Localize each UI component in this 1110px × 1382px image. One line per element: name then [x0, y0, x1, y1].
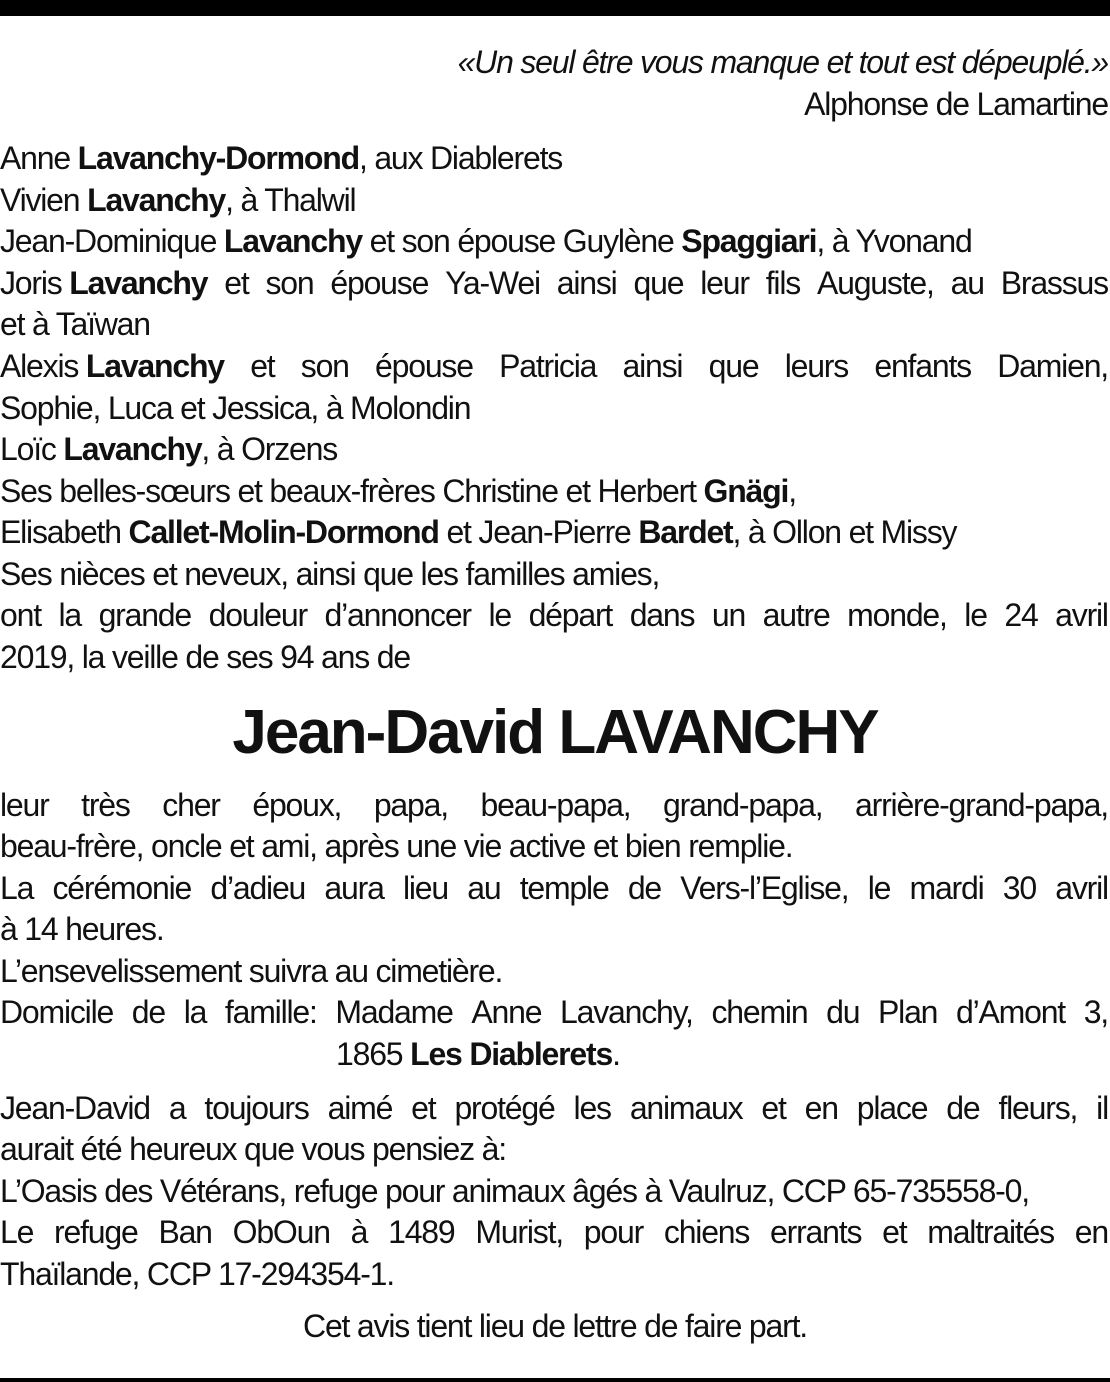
word: lieu — [402, 870, 448, 906]
word: monde, — [847, 597, 947, 633]
word: 30 — [1002, 870, 1036, 906]
word: refuge — [54, 1214, 138, 1250]
word: du — [826, 994, 860, 1030]
notice-footer: Cet avis tient lieu de lettre de faire part. — [303, 1308, 807, 1344]
word: beau-papa, — [480, 787, 631, 823]
quote-author: Alphonse de Lamartine — [804, 86, 1108, 122]
word: Ya-Wei — [445, 265, 540, 301]
location: , à Thalwil — [225, 182, 356, 218]
relation-text: et Jean-Pierre — [446, 514, 631, 550]
word: au — [950, 265, 984, 301]
postal-code: 1865 — [336, 1036, 403, 1072]
word: fils — [765, 265, 801, 301]
word: et — [761, 1090, 786, 1126]
word: douleur — [208, 597, 307, 633]
word: à — [350, 1214, 368, 1250]
word: grande — [98, 597, 192, 633]
first-name: Loïc — [0, 431, 56, 467]
first-name: Alexis — [0, 348, 79, 384]
word: Auguste, — [816, 265, 934, 301]
word: aimé — [327, 1090, 393, 1126]
word: en — [804, 1090, 838, 1126]
bottom-rule — [0, 1378, 1110, 1382]
surname: Spaggiari — [681, 223, 817, 259]
word: les — [573, 1090, 611, 1126]
word: toujours — [204, 1090, 309, 1126]
word: avril — [1055, 597, 1108, 633]
family-line-continuation: Sophie, Luca et Jessica, à Molondin — [0, 390, 471, 426]
spouse-text: et son épouse Guylène — [369, 223, 674, 259]
word: d’adieu — [210, 870, 306, 906]
word: 24 — [1004, 597, 1038, 633]
word: animaux — [629, 1090, 743, 1126]
word: très — [81, 787, 130, 823]
location: , à Yvonand — [816, 223, 972, 259]
ceremony-line — [0, 868, 1108, 910]
word: il — [1096, 1090, 1108, 1126]
word: Jean-David — [0, 1090, 150, 1126]
word: d’annoncer — [324, 597, 471, 633]
word: avril — [1055, 870, 1108, 906]
word: La — [0, 870, 34, 906]
donation-line — [0, 1088, 1108, 1130]
family-line — [0, 180, 355, 222]
surname: Lavanchy — [87, 182, 226, 218]
word: au — [467, 870, 501, 906]
word: Domicile — [0, 994, 114, 1030]
word: la — [183, 994, 207, 1030]
word: et — [250, 348, 275, 384]
word: Vers-l’Eglise, — [680, 870, 849, 906]
announcement-line — [0, 595, 1108, 637]
word: un — [711, 597, 746, 633]
word: et — [882, 1214, 907, 1250]
quote-text: «Un seul être vous manque et tout est dépeuplé.» — [457, 44, 1108, 80]
word: de — [131, 994, 165, 1030]
announcement-continuation: 2019, la veille de ses 94 ans de — [0, 639, 410, 675]
name-group — [0, 346, 224, 388]
domicile-line — [0, 992, 1108, 1034]
word: Damien, — [997, 348, 1108, 384]
word: mardi — [909, 870, 984, 906]
word: épouse — [375, 348, 473, 384]
word: de — [627, 870, 662, 906]
word: époux, — [252, 787, 342, 823]
family-line — [0, 471, 796, 513]
word: famille: — [224, 994, 317, 1030]
word: maltraités — [927, 1214, 1054, 1250]
word: Brassus — [1000, 265, 1108, 301]
ceremony-continuation: à 14 heures. — [0, 911, 164, 947]
word: 1489 — [388, 1214, 455, 1250]
donation-continuation: aurait été heureux que vous pensiez à: — [0, 1131, 506, 1167]
family-line — [0, 138, 562, 180]
word: temple — [519, 870, 609, 906]
donation-refuge-2 — [0, 1212, 1108, 1254]
first-name: Vivien — [0, 182, 80, 218]
family-line — [0, 221, 972, 263]
family-line — [0, 346, 1108, 388]
word: cérémonie — [52, 870, 192, 906]
word: en — [1074, 1214, 1108, 1250]
word: que — [633, 265, 684, 301]
top-rule — [0, 0, 1110, 16]
word: Anne — [471, 994, 542, 1030]
surname: Lavanchy-Dormond — [77, 140, 359, 176]
location: , à Ollon et Missy — [732, 514, 957, 550]
word: ObOun — [232, 1214, 330, 1250]
word: que — [708, 348, 759, 384]
word: place — [856, 1090, 928, 1126]
surname: Lavanchy — [223, 223, 362, 259]
burial-line: L’ensevelissement suivra au cimetière. — [0, 953, 503, 989]
family-line — [0, 263, 1108, 305]
word: chemin — [711, 994, 808, 1030]
locality: Les Diablerets — [410, 1036, 613, 1072]
word: son — [265, 265, 314, 301]
word: le — [867, 870, 891, 906]
donation-refuge-2-continuation: Thaïlande, CCP 17-294354-1. — [0, 1256, 394, 1292]
word: 3, — [1083, 994, 1108, 1030]
word: chiens — [663, 1214, 750, 1250]
first-name: Anne — [0, 140, 70, 176]
word: épouse — [330, 265, 429, 301]
domicile-address — [336, 1034, 620, 1076]
first-name: Joris — [0, 265, 62, 301]
word: grand-papa, — [663, 787, 823, 823]
relation-text: Ses belles-sœurs et beaux-frères Christine et Herbert — [0, 473, 696, 509]
family-line: Ses nièces et neveux, ainsi que les familles amies, — [0, 556, 660, 592]
deceased-name: Jean-David LAVANCHY — [232, 698, 878, 767]
surname: Lavanchy — [85, 348, 224, 384]
word: cher — [162, 787, 220, 823]
word: d’Amont — [955, 994, 1065, 1030]
word: Plan — [878, 994, 938, 1030]
word: leur — [0, 787, 49, 823]
surname: Lavanchy — [69, 265, 208, 301]
word: la — [58, 597, 81, 633]
word: le — [488, 597, 511, 633]
word: le — [964, 597, 987, 633]
surname: Gnägi — [703, 473, 789, 509]
first-name: Elisabeth — [0, 514, 121, 550]
word: leurs — [784, 348, 849, 384]
family-line-continuation: et à Taïwan — [0, 306, 150, 342]
word: errants — [770, 1214, 862, 1250]
word: fleurs, — [998, 1090, 1078, 1126]
word: et — [224, 265, 249, 301]
word: leur — [700, 265, 749, 301]
body-line — [0, 785, 1108, 827]
surname: Callet-Molin-Dormond — [128, 514, 439, 550]
punctuation: . — [612, 1036, 620, 1072]
donation-refuge-1: L’Oasis des Vétérans, refuge pour animaux âgés à Vaulruz, CCP 65-735558-0, — [0, 1173, 1029, 1209]
word: Madame — [335, 994, 453, 1030]
location: , aux Diablerets — [358, 140, 563, 176]
family-line — [0, 512, 956, 554]
word: Patricia — [499, 348, 597, 384]
word: pour — [583, 1214, 644, 1250]
word: départ — [528, 597, 613, 633]
word: et — [411, 1090, 436, 1126]
word: Ban — [158, 1214, 212, 1250]
word: Lavanchy, — [560, 994, 693, 1030]
word: papa, — [373, 787, 448, 823]
family-line — [0, 429, 337, 471]
body-line-continuation: beau-frère, oncle et ami, après une vie active et bien remplie. — [0, 828, 793, 864]
surname: Lavanchy — [63, 431, 202, 467]
word: ainsi — [556, 265, 617, 301]
first-name: Jean-Dominique — [0, 223, 217, 259]
name-group — [0, 263, 207, 305]
word: a — [168, 1090, 186, 1126]
word: Murist, — [475, 1214, 563, 1250]
surname: Bardet — [638, 514, 733, 550]
word: de — [946, 1090, 980, 1126]
word: Le — [0, 1214, 34, 1250]
word: enfants — [874, 348, 971, 384]
word: ont — [0, 597, 41, 633]
word: protégé — [454, 1090, 555, 1126]
word: arrière-grand-papa, — [855, 787, 1108, 823]
word: ainsi — [622, 348, 683, 384]
word: dans — [629, 597, 695, 633]
word: autre — [762, 597, 830, 633]
word: son — [300, 348, 349, 384]
punctuation: , — [788, 473, 796, 509]
word: aura — [324, 870, 384, 906]
location: , à Orzens — [201, 431, 338, 467]
